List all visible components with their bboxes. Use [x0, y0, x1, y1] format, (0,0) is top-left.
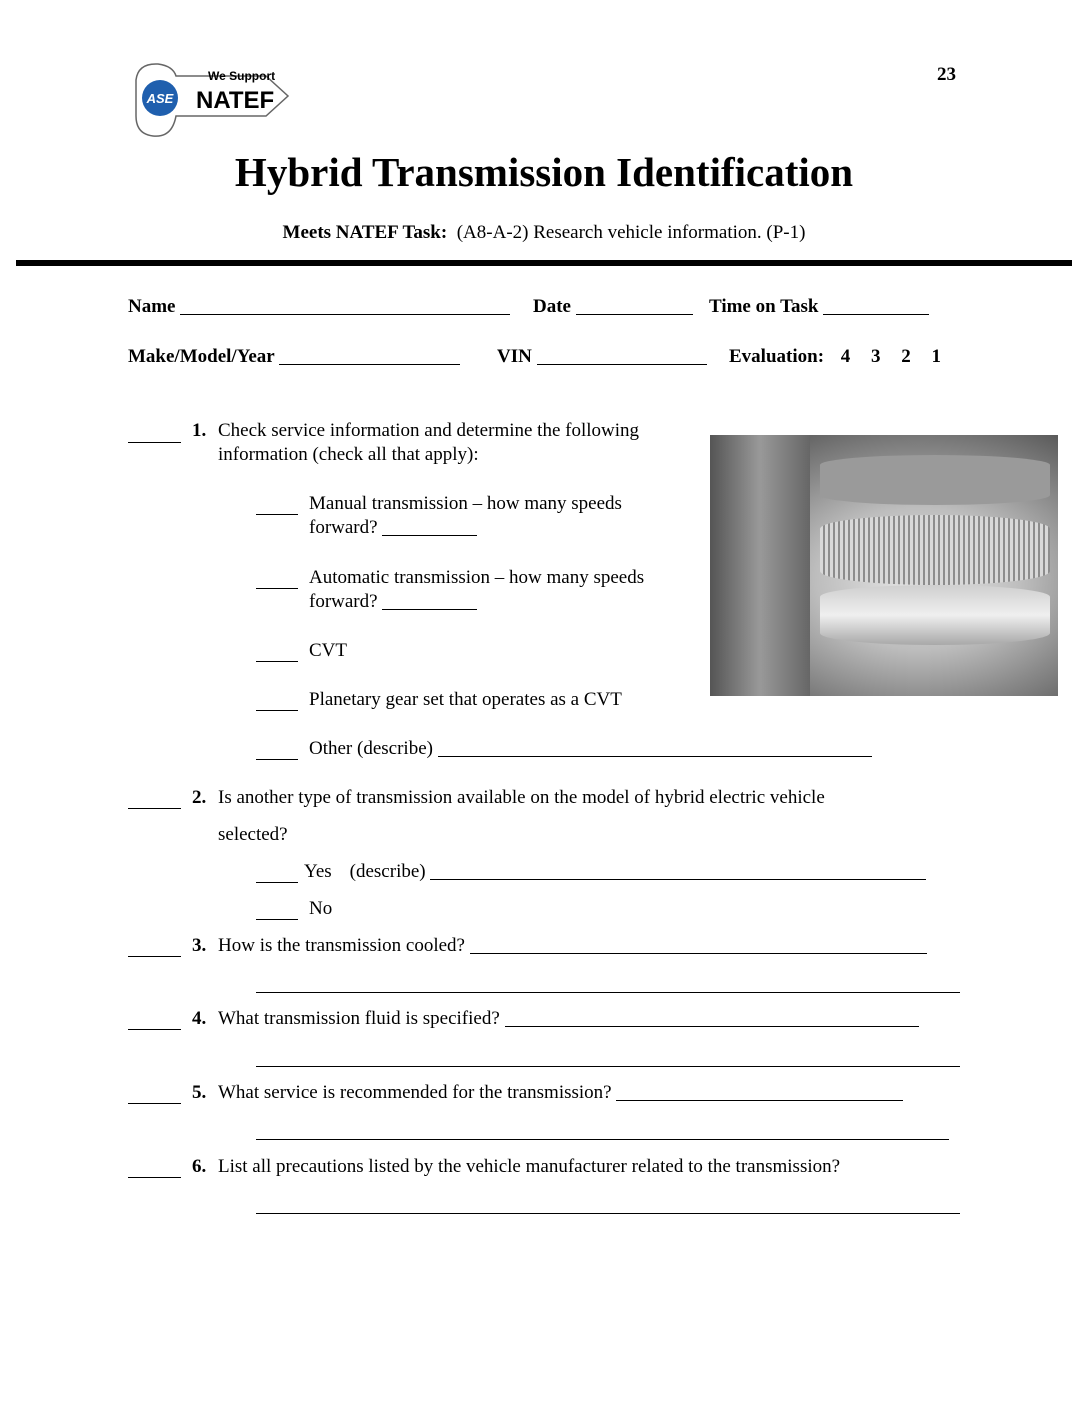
q5: [218, 1082, 903, 1104]
q4-text: What transmission fluid is specified?: [218, 1008, 500, 1029]
svg-text:We Support: We Support: [208, 69, 276, 83]
q2-describe-blank[interactable]: [430, 861, 926, 880]
page-title: Hybrid Transmission Identification: [234, 149, 854, 195]
name-label: Name: [128, 296, 176, 317]
q3-number: 3.: [192, 935, 207, 956]
q3: [218, 935, 927, 957]
q6-number: 6.: [192, 1156, 207, 1177]
time-on-task-blank[interactable]: [823, 296, 929, 315]
q5-score-blank[interactable]: [128, 1085, 181, 1104]
q3-score-blank[interactable]: [128, 938, 181, 957]
q2-score-blank[interactable]: [128, 790, 181, 809]
evaluation-field: [729, 346, 941, 368]
other-describe-blank[interactable]: [438, 738, 872, 757]
q4-answer-blank[interactable]: [505, 1008, 919, 1027]
q6-answer-line[interactable]: [256, 1213, 960, 1214]
q5-number: 5.: [192, 1082, 207, 1103]
q4-score-blank[interactable]: [128, 1011, 181, 1030]
q2-text-cont: selected?: [218, 824, 288, 845]
q1-opt5-text: Other (describe): [309, 738, 433, 759]
q1-text-cont: information (check all that apply):: [218, 444, 479, 465]
vin-label: VIN: [497, 346, 532, 367]
q1-opt4-checkbox[interactable]: [256, 692, 298, 711]
task-text: (A8-A-2) Research vehicle information. (P-1): [456, 222, 806, 243]
q1-number: 1.: [192, 420, 207, 441]
automatic-speeds-blank[interactable]: [382, 591, 477, 610]
natef-task: [0, 222, 1088, 244]
q1-opt2-checkbox[interactable]: [256, 570, 298, 589]
score-1[interactable]: 1: [931, 346, 942, 367]
q2-describe-label: (describe): [349, 861, 426, 882]
task-label: Meets NATEF Task:: [282, 222, 448, 243]
score-2[interactable]: 2: [901, 346, 911, 367]
q6-score-blank[interactable]: [128, 1159, 181, 1178]
q2-number: 2.: [192, 787, 207, 808]
make-model-year-label: Make/Model/Year: [128, 346, 275, 367]
make-model-year-field[interactable]: [128, 346, 460, 368]
vin-field[interactable]: [497, 346, 707, 368]
q2-no-label: No: [309, 898, 333, 919]
q4: [218, 1008, 919, 1030]
q1-opt2-forward-label: forward?: [309, 591, 378, 612]
make-model-year-blank[interactable]: [279, 346, 460, 365]
name-field[interactable]: [128, 296, 510, 318]
q1-opt1-checkbox[interactable]: [256, 496, 298, 515]
transmission-photo: [710, 435, 1058, 696]
q1-opt2-text: Automatic transmission – how many speeds: [309, 567, 645, 588]
q3-answer-line[interactable]: [256, 992, 960, 993]
q1-opt1-text: Manual transmission – how many speeds: [309, 493, 622, 514]
date-blank[interactable]: [576, 296, 693, 315]
q2-no-checkbox[interactable]: [256, 901, 298, 920]
q2-text: Is another type of transmission available on the model of hybrid electric vehicle: [218, 787, 825, 808]
q1-opt5: [309, 738, 872, 760]
svg-text:NATEF: NATEF: [196, 87, 275, 114]
q3-answer-blank[interactable]: [470, 935, 927, 954]
manual-speeds-blank[interactable]: [382, 517, 477, 536]
q4-answer-line[interactable]: [256, 1066, 960, 1067]
date-field[interactable]: [533, 296, 693, 318]
q1-opt5-checkbox[interactable]: [256, 741, 298, 760]
q5-text: What service is recommended for the transmission?: [218, 1082, 612, 1103]
q2-yes-label: Yes: [304, 861, 332, 882]
q1-opt3-text: CVT: [309, 640, 347, 661]
q2-yes: [304, 861, 926, 883]
time-on-task-label: Time on Task: [709, 296, 819, 317]
q5-answer-line[interactable]: [256, 1139, 949, 1140]
page-number: 23: [937, 64, 956, 85]
q1-opt1-forward-label: forward?: [309, 517, 378, 538]
q1-opt1-forward: [309, 517, 477, 539]
date-label: Date: [533, 296, 571, 317]
q6-text: List all precautions listed by the vehicle manufacturer related to the transmission?: [218, 1156, 841, 1177]
header-divider: [16, 260, 1072, 266]
q1-opt4-text: Planetary gear set that operates as a CVT: [309, 689, 622, 710]
q1-score-blank[interactable]: [128, 424, 181, 443]
q1-text: Check service information and determine the following: [218, 420, 640, 441]
time-on-task-field[interactable]: [709, 296, 929, 318]
evaluation-label: Evaluation:: [729, 346, 825, 367]
score-4[interactable]: 4: [840, 346, 851, 367]
q1-opt3-checkbox[interactable]: [256, 643, 298, 662]
q4-number: 4.: [192, 1008, 207, 1029]
q3-text: How is the transmission cooled?: [218, 935, 465, 956]
svg-text:ASE: ASE: [146, 91, 174, 106]
name-blank[interactable]: [180, 296, 510, 315]
score-3[interactable]: 3: [871, 346, 881, 367]
vin-blank[interactable]: [537, 346, 707, 365]
q2-yes-checkbox[interactable]: [256, 864, 298, 883]
natef-logo: [128, 58, 293, 143]
q5-answer-blank[interactable]: [616, 1082, 903, 1101]
q1-opt2-forward: [309, 591, 477, 613]
